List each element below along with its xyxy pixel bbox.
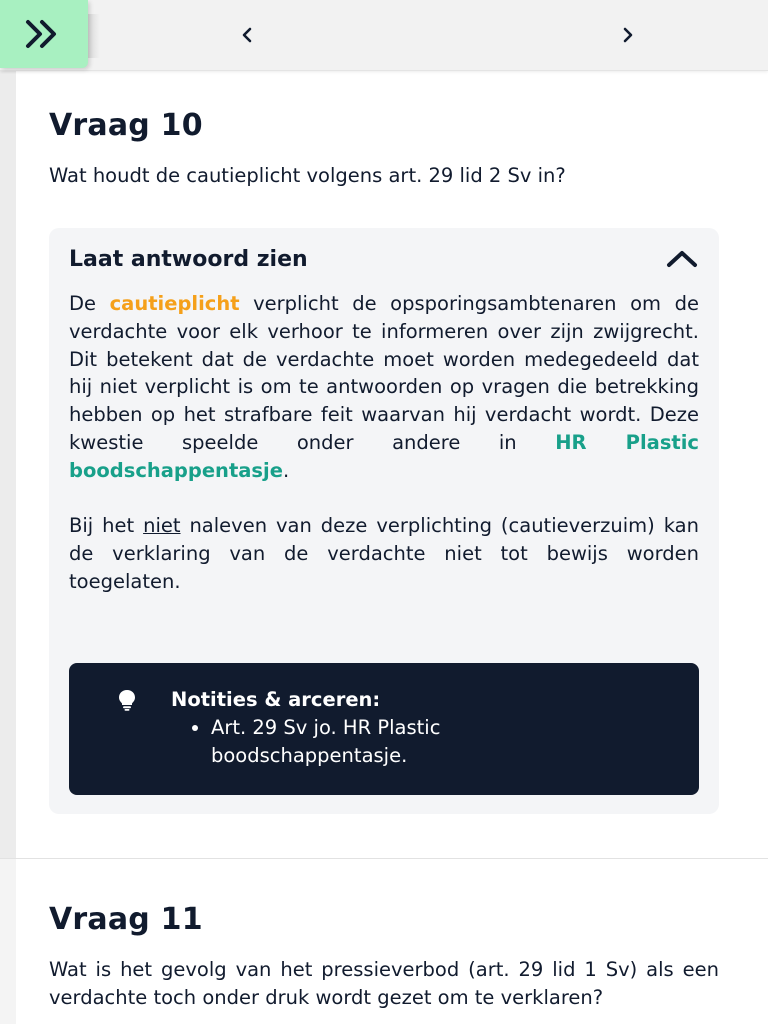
notes-box [69, 663, 699, 795]
chevron-up-icon [665, 249, 699, 269]
left-edge-strip-lower [0, 858, 16, 1024]
next-button[interactable] [615, 22, 641, 48]
emphasis-word: niet [143, 514, 181, 538]
question-10-body [49, 162, 719, 190]
double-chevron-right-icon [24, 17, 64, 51]
answer-toggle-label: Laat antwoord zien [69, 246, 308, 272]
highlighted-term: cautieplicht [109, 292, 240, 315]
question-10-header [49, 108, 719, 144]
lightbulb-icon [117, 689, 137, 711]
answer-paragraph-1 [69, 290, 699, 485]
answer-p1-end: . [282, 458, 290, 482]
case-link[interactable]: HR Plastic boodschappentasje [69, 430, 699, 482]
question-11-title: Vraag 11 [49, 902, 203, 937]
menu-button-shadow [88, 14, 100, 58]
section-divider [0, 858, 768, 859]
chevron-right-icon [621, 27, 635, 43]
notes-title: Notities & arceren: [171, 688, 381, 711]
answer-text [69, 290, 699, 596]
answer-card [49, 228, 719, 814]
answer-p2-start: Bij het [69, 514, 144, 538]
previous-button[interactable] [234, 22, 260, 48]
question-10-title: Vraag 10 [49, 108, 203, 143]
notes-list-item: • Art. 29 Sv jo. HR Plastic boodschappentasje. [211, 714, 531, 770]
answer-p2-end: naleven van deze verplichting (cautieverzuim) kan de verklaring van de verdachte niet tot bewijs worden toegelaten. [69, 514, 699, 593]
notes-list [171, 714, 531, 770]
question-11-text: Wat is het gevolg van het pressieverbod (art. 29 lid 1 Sv) als een verdachte toch onder druk wordt gezet om te verklaren? [49, 958, 719, 1009]
answer-p1-middle: verplicht de opsporingsambtenaren om de verdachte voor elk verhoor te informeren over zijn zwijgrecht. Dit betekent dat de verdachte moet worden medegedeeld dat hij niet verplicht is om te antwoorden op vragen die betrekking hebben op het strafbare feit waarvan hij verdacht wordt. Deze kwestie speelde onder andere in [69, 292, 699, 454]
open-menu-button[interactable] [0, 0, 88, 68]
chevron-left-icon [240, 27, 254, 43]
answer-p1-start: De [69, 292, 110, 315]
answer-toggle[interactable] [69, 242, 699, 276]
answer-paragraph-2 [69, 512, 699, 595]
top-navigation-bar [0, 0, 768, 71]
question-11-header [49, 902, 719, 938]
question-11-body [49, 956, 719, 1012]
question-10-text: Wat houdt de cautieplicht volgens art. 29 lid 2 Sv in? [49, 164, 566, 187]
